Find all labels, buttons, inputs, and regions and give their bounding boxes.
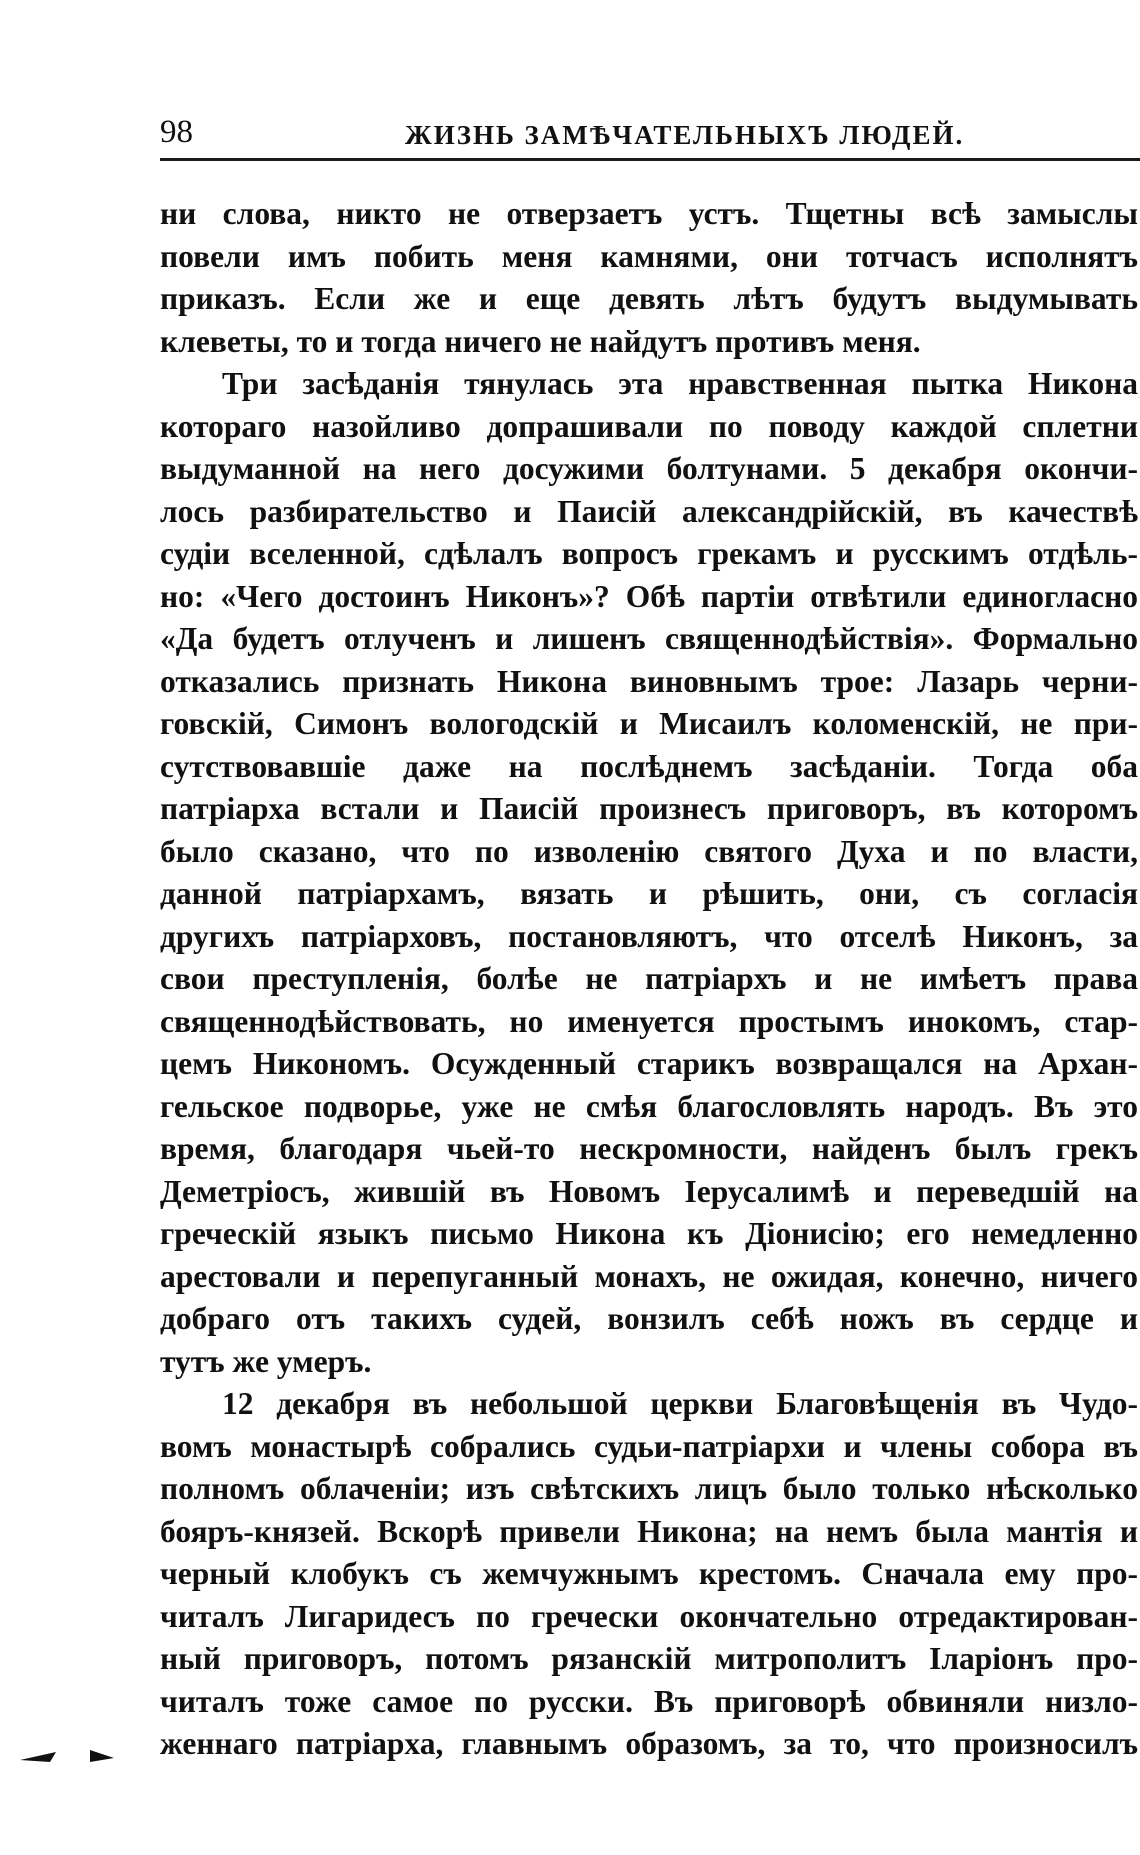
text-line: арестовали и перепуганный монахъ, не ожидая, конечно, ничего xyxy=(160,1258,1138,1294)
text-line: ный приговоръ, потомъ рязанскій митрополитъ Іларіонъ про- xyxy=(160,1641,1138,1676)
text-line: добраго отъ такихъ судей, вонзилъ себѣ ножъ въ сердце и xyxy=(160,1301,1138,1336)
text-line: сутствовавшіе даже на послѣднемъ засѣданіи. Тогда оба xyxy=(160,748,1138,784)
text-line: повели имъ побить меня камнями, они тотчасъ исполнятъ xyxy=(160,238,1138,274)
text-line: читалъ Лигаридесъ по гречески окончательно отредактирован- xyxy=(160,1598,1138,1634)
text-line: но: «Чего достоинъ Никонъ»? Обѣ партіи отвѣтили единогласно xyxy=(160,578,1138,614)
text-line: женнаго патріарха, главнымъ образомъ, за то, что произносилъ xyxy=(160,1726,1138,1761)
text-line: читалъ тоже самое по русски. Въ приговорѣ обвиняли низло- xyxy=(160,1683,1138,1719)
text-line: бояръ-князей. Вскорѣ привели Никона; на немъ была мантія и xyxy=(160,1513,1138,1549)
text-line: свои преступленія, болѣе не патріархъ и не имѣетъ права xyxy=(160,961,1138,996)
text-line: черный клобукъ съ жемчужнымъ крестомъ. Сначала ему про- xyxy=(160,1556,1138,1591)
text-line: «Да будетъ отлученъ и лишенъ священнодѣйствія». Формально xyxy=(160,621,1138,656)
body-text xyxy=(160,193,1138,1766)
text-line: цемъ Никономъ. Осужденный старикъ возвращался на Архан- xyxy=(160,1046,1138,1081)
text-line: вомъ монастырѣ собрались судьи-патріархи и члены собора въ xyxy=(160,1428,1138,1464)
text-line: полномъ облаченіи; изъ свѣтскихъ лицъ было только нѣсколько xyxy=(160,1471,1138,1506)
text-line: греческій языкъ письмо Никона къ Діонисію; его немедленно xyxy=(160,1216,1138,1251)
text-line: клеветы, то и тогда ничего не найдутъ противъ меня. xyxy=(160,323,921,359)
text-line: выдуманной на него досужими болтунами. 5 декабря окончи- xyxy=(160,451,1138,486)
paragraph-start-line: 12 декабря въ небольшой церкви Благовѣщенія въ Чудо- xyxy=(222,1386,1138,1421)
left-arrow-mark-icon xyxy=(20,1744,60,1768)
right-arrow-mark-icon xyxy=(86,1744,126,1768)
text-line: было сказано, что по изволенію святого Духа и по власти, xyxy=(160,833,1138,869)
running-header xyxy=(160,112,1140,161)
text-line: Деметріосъ, жившій въ Новомъ Іерусалимѣ и переведшій на xyxy=(160,1173,1138,1209)
text-line: тутъ же умеръ. xyxy=(160,1343,372,1379)
text-line: другихъ патріарховъ, постановляютъ, что отселѣ Никонъ, за xyxy=(160,918,1138,954)
text-line: приказъ. Если же и еще девять лѣтъ будутъ выдумывать xyxy=(160,281,1138,316)
printer-marks xyxy=(20,1744,140,1774)
text-line: отказались признать Никона виновнымъ трое: Лазарь черни- xyxy=(160,663,1138,699)
paragraph-start-line: Три засѣданія тянулась эта нравственная пытка Никона xyxy=(222,366,1138,401)
running-head-title: ЖИЗНЬ ЗАМѢЧАТЕЛЬНЫХЪ ЛЮДЕЙ. xyxy=(405,120,965,150)
text-line: судіи вселенной, сдѣлалъ вопросъ грекамъ и русскимъ отдѣль- xyxy=(160,536,1138,571)
text-line: гельское подворье, уже не смѣя благословлять народъ. Въ это xyxy=(160,1088,1138,1124)
text-line: патріарха встали и Паисій произнесъ приговоръ, въ которомъ xyxy=(160,791,1138,826)
text-line: время, благодаря чьей-то нескромности, найденъ былъ грекъ xyxy=(160,1131,1138,1166)
text-line: священнодѣйствовать, но именуется простымъ инокомъ, стар- xyxy=(160,1003,1138,1039)
text-line: говскій, Симонъ вологодскій и Мисаилъ коломенскій, не при- xyxy=(160,706,1138,741)
text-line: лось разбирательство и Паисій александрійскій, въ качествѣ xyxy=(160,493,1138,529)
text-line: ни слова, никто не отверзаетъ устъ. Тщетны всѣ замыслы xyxy=(160,196,1138,231)
text-line: данной патріархамъ, вязать и рѣшить, они, съ согласія xyxy=(160,876,1138,911)
page-number: 98 xyxy=(160,114,193,150)
text-line: котораго назойливо допрашивали по поводу каждой сплетни xyxy=(160,408,1138,444)
